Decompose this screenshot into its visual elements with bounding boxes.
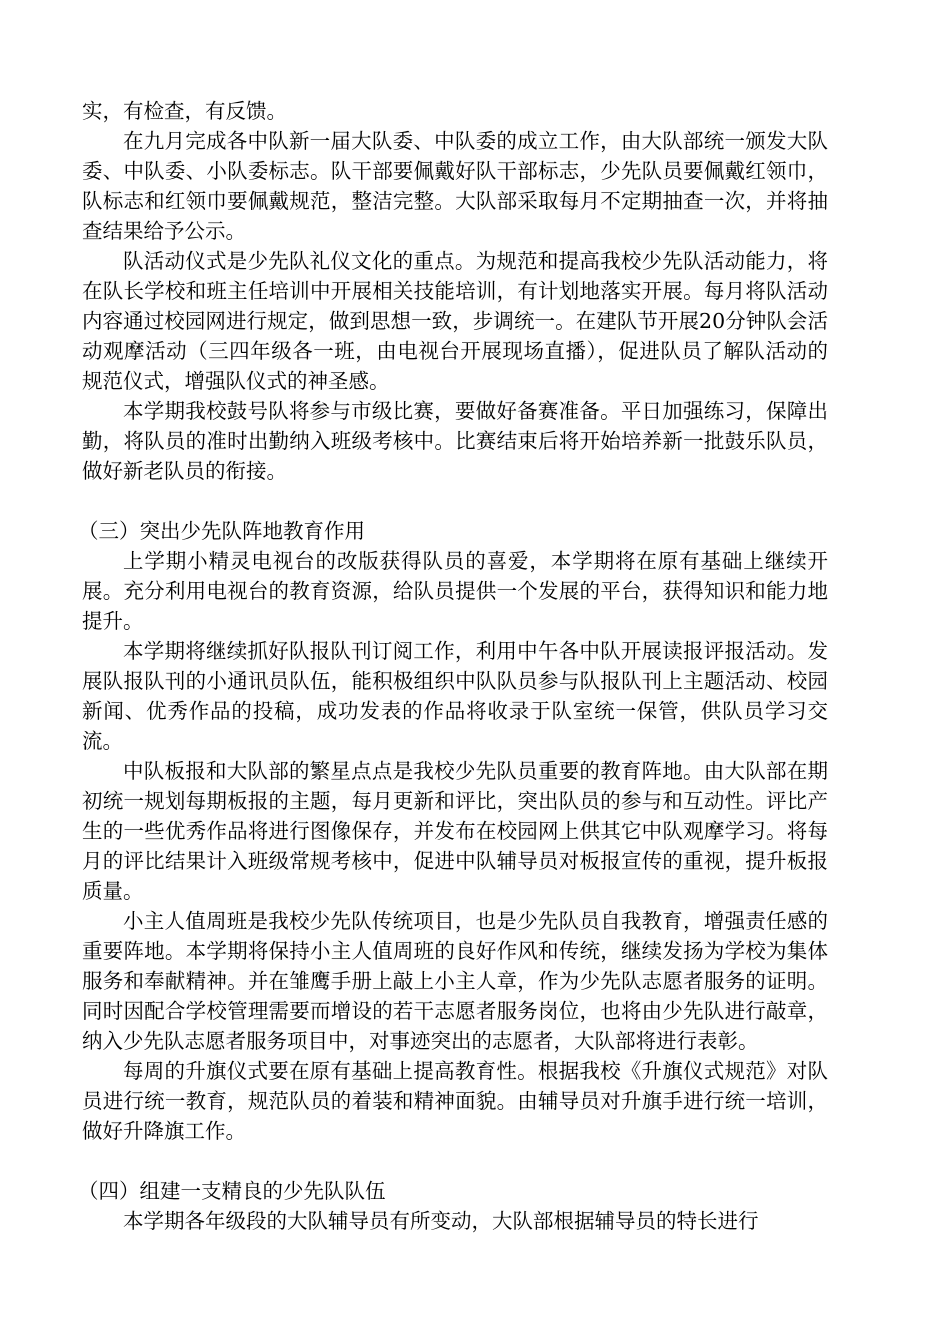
section-heading: （三）突出少先队阵地教育作用 — [78, 519, 365, 543]
paragraph: 本学期将继续抓好队报队刊订阅工作，利用中午各中队开展读报评报活动。发展队报队刊的小通讯员队伍，能积极组织中队队员参与队报队刊上主题活动、校园新闻、优秀作品的投稿，成功发表的作品将收录于队室统一保管，供队员学习交流。 — [82, 639, 828, 753]
paragraph: 在九月完成各中队新一届大队委、中队委的成立工作，由大队部统一颁发大队委、中队委、小队委标志。队干部要佩戴好队干部标志，少先队员要佩戴红领巾，队标志和红领巾要佩戴规范，整洁完整。大队部采取每月不定期抽查一次，并将抽查结果给予公示。 — [82, 129, 828, 243]
document-page — [78, 96, 828, 1236]
paragraph: 实，有检查，有反馈。 — [82, 99, 287, 123]
section-gap — [82, 1146, 828, 1176]
paragraph: 上学期小精灵电视台的改版获得队员的喜爱，本学期将在原有基础上继续开展。充分利用电视台的教育资源，给队员提供一个发展的平台，获得知识和能力地提升。 — [82, 549, 828, 633]
paragraph: 本学期我校鼓号队将参与市级比赛，要做好备赛准备。平日加强练习，保障出勤，将队员的准时出勤纳入班级考核中。比赛结束后将开始培养新一批鼓乐队员，做好新老队员的衔接。 — [82, 399, 828, 483]
paragraph: 本学期各年级段的大队辅导员有所变动，大队部根据辅导员的特长进行 — [123, 1209, 759, 1233]
paragraph: 每周的升旗仪式要在原有基础上提高教育性。根据我校《升旗仪式规范》对队员进行统一教育，规范队员的着装和精神面貌。由辅导员对升旗手进行统一培训，做好升降旗工作。 — [82, 1059, 828, 1143]
paragraph: 小主人值周班是我校少先队传统项目，也是少先队员自我教育，增强责任感的重要阵地。本学期将保持小主人值周班的良好作风和传统，继续发扬为学校为集体服务和奉献精神。并在雏鹰手册上敲上小主人章，作为少先队志愿者服务的证明。同时因配合学校管理需要而增设的若干志愿者服务岗位，也将由少先队进行敲章，纳入少先队志愿者服务项目中，对事迹突出的志愿者，大队部将进行表彰。 — [82, 909, 828, 1053]
paragraph: 队活动仪式是少先队礼仪文化的重点。为规范和提高我校少先队活动能力，将在队长学校和班主任培训中开展相关技能培训，有计划地落实开展。每月将队活动内容通过校园网进行规定，做到思想一致，步调统一。在建队节开展20分钟队会活动观摩活动（三四年级各一班，由电视台开展现场直播），促进队员了解队活动的规范仪式，增强队仪式的神圣感。 — [82, 249, 828, 393]
paragraph: 中队板报和大队部的繁星点点是我校少先队员重要的教育阵地。由大队部在期初统一规划每期板报的主题，每月更新和评比，突出队员的参与和互动性。评比产生的一些优秀作品将进行图像保存，并发布在校园网上供其它中队观摩学习。将每月的评比结果计入班级常规考核中，促进中队辅导员对板报宣传的重视，提升板报质量。 — [82, 759, 828, 903]
section-heading: （四）组建一支精良的少先队队伍 — [78, 1179, 386, 1203]
section-gap — [82, 486, 828, 516]
